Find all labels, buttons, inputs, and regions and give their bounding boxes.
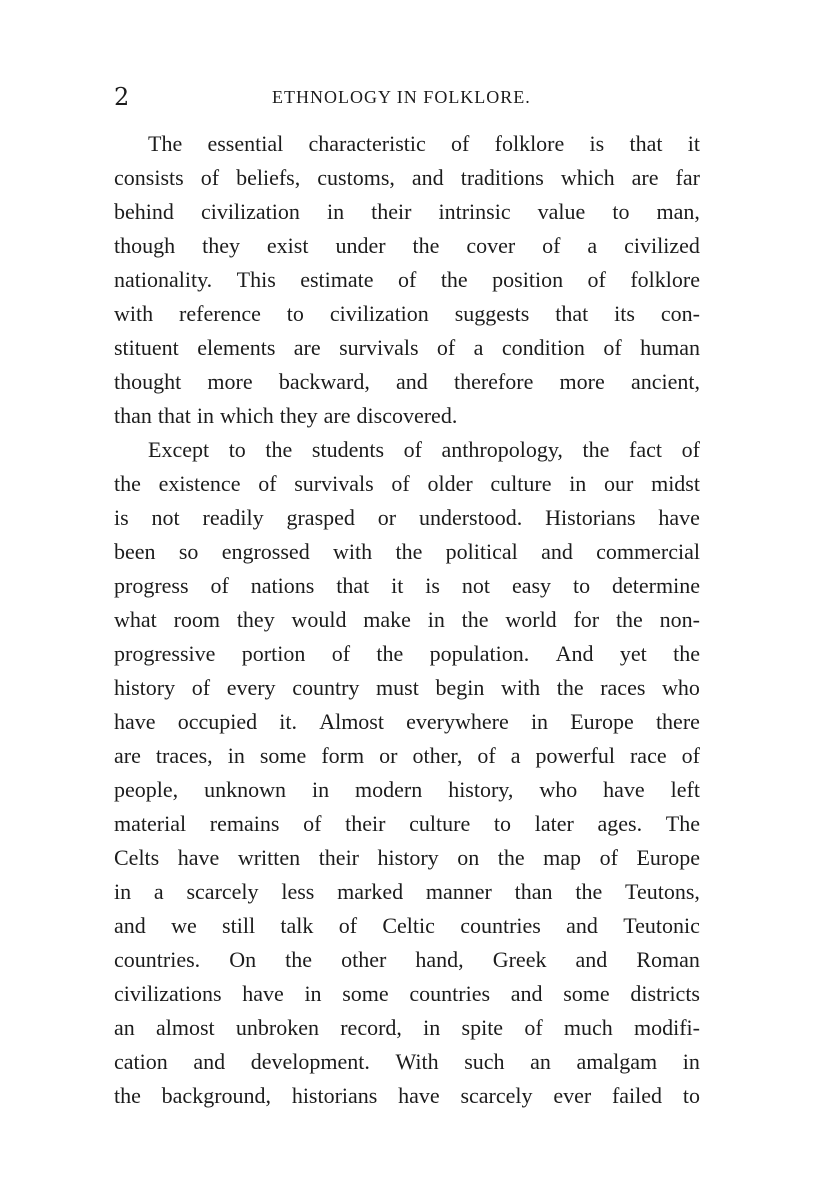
word: other bbox=[341, 947, 387, 972]
word: determine bbox=[612, 573, 700, 598]
word: of bbox=[398, 267, 417, 292]
word: far bbox=[675, 165, 700, 190]
word: much bbox=[563, 1015, 613, 1040]
word: the bbox=[497, 845, 525, 870]
word: traditions bbox=[460, 165, 544, 190]
word: written bbox=[237, 845, 301, 870]
word: population. bbox=[429, 641, 530, 666]
word: survivals bbox=[294, 471, 374, 496]
word: and bbox=[396, 369, 428, 394]
word: everywhere bbox=[406, 709, 509, 734]
word: grasped bbox=[286, 505, 355, 530]
word: And bbox=[555, 641, 594, 666]
word: of bbox=[338, 913, 358, 938]
text-line bbox=[114, 127, 700, 161]
word: Teutonic bbox=[623, 913, 700, 938]
word: the bbox=[114, 471, 141, 496]
text-line bbox=[114, 637, 700, 671]
word: of bbox=[681, 437, 700, 462]
word: talk bbox=[280, 913, 314, 938]
word: countries. bbox=[114, 947, 201, 972]
text-line bbox=[114, 161, 700, 195]
word: than bbox=[114, 403, 152, 428]
word: reference bbox=[179, 301, 261, 326]
word: the bbox=[556, 675, 584, 700]
word: Greek bbox=[492, 947, 547, 972]
text-line bbox=[114, 807, 700, 841]
word: a bbox=[587, 233, 598, 258]
word: failed bbox=[611, 1083, 663, 1108]
word: engrossed bbox=[221, 539, 310, 564]
word: value bbox=[537, 199, 586, 224]
word: existence bbox=[158, 471, 241, 496]
word: have bbox=[114, 709, 156, 734]
word: On bbox=[229, 947, 257, 972]
word: with bbox=[333, 539, 373, 564]
word: would bbox=[291, 607, 347, 632]
word: more bbox=[207, 369, 253, 394]
word: unknown bbox=[204, 777, 286, 802]
word: map bbox=[543, 845, 582, 870]
word: civilization bbox=[329, 301, 429, 326]
word: the bbox=[265, 437, 293, 462]
word: nations bbox=[250, 573, 315, 598]
word: scarcely bbox=[460, 1083, 533, 1108]
word: they bbox=[202, 233, 240, 258]
word: commercial bbox=[596, 539, 700, 564]
word: the bbox=[615, 607, 643, 632]
word: and bbox=[575, 947, 608, 972]
word: countries bbox=[460, 913, 541, 938]
word: survivals bbox=[339, 335, 419, 360]
word: of bbox=[524, 1015, 543, 1040]
word: Except bbox=[148, 437, 210, 462]
word: Celtic bbox=[382, 913, 435, 938]
word: spite bbox=[461, 1015, 504, 1040]
word: and bbox=[566, 913, 598, 938]
word: progress bbox=[114, 573, 189, 598]
word: con- bbox=[660, 301, 700, 326]
word: races bbox=[600, 675, 646, 700]
word: a bbox=[473, 335, 484, 360]
word: our bbox=[604, 471, 634, 496]
word: a bbox=[510, 743, 521, 768]
word: with bbox=[114, 301, 154, 326]
word: history bbox=[114, 675, 176, 700]
word: though bbox=[114, 233, 176, 258]
word: they bbox=[279, 403, 318, 428]
word: understood. bbox=[418, 505, 523, 530]
word: left bbox=[670, 777, 700, 802]
word: portion bbox=[241, 641, 306, 666]
body-text bbox=[114, 127, 700, 1113]
word: behind bbox=[114, 199, 174, 224]
text-line bbox=[114, 229, 700, 263]
word: backward, bbox=[278, 369, 370, 394]
word: some bbox=[563, 981, 610, 1006]
text-line bbox=[114, 331, 700, 365]
text-line bbox=[114, 467, 700, 501]
word: modern bbox=[355, 777, 423, 802]
word: more bbox=[559, 369, 605, 394]
word: scarcely bbox=[186, 879, 259, 904]
word: are bbox=[323, 403, 351, 428]
word: of bbox=[603, 335, 622, 360]
word: in bbox=[227, 743, 245, 768]
word: midst bbox=[651, 471, 700, 496]
word: which bbox=[560, 165, 615, 190]
word: and bbox=[114, 913, 146, 938]
word: an bbox=[530, 1049, 551, 1074]
word: that bbox=[336, 573, 370, 598]
text-line bbox=[114, 535, 700, 569]
word: some bbox=[342, 981, 389, 1006]
word: of bbox=[391, 471, 410, 496]
word: the bbox=[673, 641, 700, 666]
word: that bbox=[629, 131, 663, 156]
word: intrinsic bbox=[438, 199, 511, 224]
text-line bbox=[114, 569, 700, 603]
word: it bbox=[687, 131, 700, 156]
word: easy bbox=[511, 573, 552, 598]
text-line bbox=[114, 399, 700, 433]
word: of bbox=[477, 743, 496, 768]
text-line bbox=[114, 195, 700, 229]
word: still bbox=[222, 913, 256, 938]
text-line bbox=[114, 297, 700, 331]
word: and bbox=[193, 1049, 226, 1074]
word: and bbox=[510, 981, 543, 1006]
word: less bbox=[281, 879, 315, 904]
word: material bbox=[114, 811, 187, 836]
word: development. bbox=[250, 1049, 370, 1074]
word: civilized bbox=[624, 233, 700, 258]
word: Celts bbox=[114, 845, 160, 870]
word: is bbox=[589, 131, 605, 156]
word: almost bbox=[156, 1015, 215, 1040]
word: to bbox=[682, 1083, 700, 1108]
word: remains bbox=[209, 811, 280, 836]
text-line bbox=[114, 1011, 700, 1045]
word: its bbox=[614, 301, 635, 326]
word: an bbox=[114, 1015, 135, 1040]
text-line bbox=[114, 603, 700, 637]
word: Almost bbox=[319, 709, 384, 734]
text-line bbox=[114, 773, 700, 807]
word: or bbox=[377, 505, 397, 530]
word: in bbox=[304, 981, 322, 1006]
text-line bbox=[114, 875, 700, 909]
word: to bbox=[286, 301, 304, 326]
word: of bbox=[436, 335, 456, 360]
word: must bbox=[376, 675, 419, 700]
word: historians bbox=[291, 1083, 378, 1108]
word: exist bbox=[266, 233, 309, 258]
word: or bbox=[379, 743, 398, 768]
word: powerful bbox=[535, 743, 615, 768]
word: condition bbox=[501, 335, 585, 360]
word: history, bbox=[448, 777, 514, 802]
word: characteristic bbox=[308, 131, 426, 156]
word: their bbox=[318, 845, 360, 870]
word: of bbox=[191, 675, 211, 700]
word: that bbox=[555, 301, 589, 326]
word: which bbox=[220, 403, 274, 428]
word: readily bbox=[202, 505, 264, 530]
word: their bbox=[345, 811, 386, 836]
word: are bbox=[114, 743, 141, 768]
word: on bbox=[457, 845, 480, 870]
word: in bbox=[427, 607, 445, 632]
word: form bbox=[321, 743, 365, 768]
word: This bbox=[236, 267, 276, 292]
word: have bbox=[398, 1083, 440, 1108]
word: the bbox=[582, 437, 610, 462]
word: in bbox=[682, 1049, 700, 1074]
word: customs, bbox=[317, 165, 395, 190]
text-line bbox=[114, 1045, 700, 1079]
word: have bbox=[177, 845, 220, 870]
word: later bbox=[534, 811, 574, 836]
word: not bbox=[151, 505, 180, 530]
word: have bbox=[603, 777, 645, 802]
word: the bbox=[412, 233, 440, 258]
word: human bbox=[640, 335, 700, 360]
word: districts bbox=[630, 981, 700, 1006]
word: world bbox=[505, 607, 557, 632]
word: is bbox=[425, 573, 440, 598]
word: the bbox=[114, 1083, 141, 1108]
word: to bbox=[228, 437, 246, 462]
word: it bbox=[391, 573, 404, 598]
word: nationality. bbox=[114, 267, 213, 292]
word: elements bbox=[197, 335, 276, 360]
word: of bbox=[542, 233, 561, 258]
word: not bbox=[461, 573, 491, 598]
text-line bbox=[114, 263, 700, 297]
word: thought bbox=[114, 369, 182, 394]
word: the bbox=[575, 879, 603, 904]
word: of bbox=[403, 437, 422, 462]
text-line bbox=[114, 739, 700, 773]
word: of bbox=[451, 131, 470, 156]
word: older bbox=[427, 471, 473, 496]
word: the bbox=[461, 607, 489, 632]
word: in bbox=[569, 471, 587, 496]
word: race bbox=[629, 743, 667, 768]
word: With bbox=[395, 1049, 439, 1074]
word: than bbox=[514, 879, 553, 904]
word: unbroken bbox=[235, 1015, 319, 1040]
word: essential bbox=[207, 131, 284, 156]
word: have bbox=[242, 981, 284, 1006]
word: is bbox=[114, 505, 129, 530]
word: traces, bbox=[155, 743, 213, 768]
text-line bbox=[114, 671, 700, 705]
word: position bbox=[492, 267, 564, 292]
word: history bbox=[377, 845, 439, 870]
word: hand, bbox=[415, 947, 464, 972]
word: folklore bbox=[494, 131, 565, 156]
word: of bbox=[587, 267, 606, 292]
word: suggests bbox=[454, 301, 530, 326]
word: ages. bbox=[597, 811, 643, 836]
word: fact bbox=[629, 437, 662, 462]
word: countries bbox=[409, 981, 491, 1006]
word: estimate bbox=[300, 267, 374, 292]
word: The bbox=[665, 811, 700, 836]
word: begin bbox=[435, 675, 485, 700]
word: are bbox=[631, 165, 659, 190]
text-line bbox=[114, 943, 700, 977]
word: of bbox=[258, 471, 277, 496]
word: of bbox=[210, 573, 229, 598]
word: under bbox=[335, 233, 386, 258]
text-line bbox=[114, 977, 700, 1011]
word: culture bbox=[409, 811, 471, 836]
word: man, bbox=[656, 199, 700, 224]
word: it. bbox=[279, 709, 298, 734]
word: and bbox=[411, 165, 444, 190]
word: of bbox=[599, 845, 618, 870]
text-line bbox=[114, 433, 700, 467]
word: with bbox=[500, 675, 541, 700]
word: a bbox=[153, 879, 164, 904]
word: are bbox=[293, 335, 321, 360]
word: background, bbox=[161, 1083, 272, 1108]
word: folklore bbox=[630, 267, 700, 292]
word: such bbox=[464, 1049, 505, 1074]
page-number: 2 bbox=[114, 83, 130, 111]
word: consists bbox=[114, 165, 184, 190]
text-line bbox=[114, 1079, 700, 1113]
word: to bbox=[612, 199, 630, 224]
word: there bbox=[655, 709, 700, 734]
word: in bbox=[196, 403, 215, 428]
text-line bbox=[114, 841, 700, 875]
word: every bbox=[226, 675, 276, 700]
word: make bbox=[363, 607, 411, 632]
word: therefore bbox=[453, 369, 534, 394]
word: non- bbox=[659, 607, 700, 632]
word: been bbox=[114, 539, 156, 564]
word: occupied bbox=[177, 709, 258, 734]
word: their bbox=[371, 199, 412, 224]
word: in bbox=[114, 879, 132, 904]
word: ever bbox=[553, 1083, 592, 1108]
word: other, bbox=[412, 743, 463, 768]
word: people, bbox=[114, 777, 179, 802]
text-line bbox=[114, 501, 700, 535]
word: cation bbox=[114, 1049, 168, 1074]
word: they bbox=[236, 607, 275, 632]
word: political bbox=[445, 539, 518, 564]
word: some bbox=[259, 743, 307, 768]
word: Roman bbox=[636, 947, 700, 972]
word: manner bbox=[425, 879, 492, 904]
word: record, bbox=[340, 1015, 402, 1040]
word: of bbox=[331, 641, 351, 666]
word: progressive bbox=[114, 641, 216, 666]
word: to bbox=[572, 573, 591, 598]
word: for bbox=[573, 607, 600, 632]
word: in bbox=[530, 709, 549, 734]
word: ancient, bbox=[630, 369, 700, 394]
word: modifi- bbox=[634, 1015, 700, 1040]
word: culture bbox=[490, 471, 552, 496]
word: the bbox=[376, 641, 404, 666]
text-line bbox=[114, 705, 700, 739]
word: Europe bbox=[636, 845, 700, 870]
word: students bbox=[311, 437, 385, 462]
word: marked bbox=[337, 879, 404, 904]
word: in bbox=[326, 199, 345, 224]
word: who bbox=[539, 777, 578, 802]
text-line bbox=[114, 365, 700, 399]
word: we bbox=[171, 913, 197, 938]
word: the bbox=[285, 947, 313, 972]
word: Europe bbox=[570, 709, 634, 734]
word: in bbox=[423, 1015, 441, 1040]
word: of bbox=[200, 165, 220, 190]
page-header bbox=[114, 82, 700, 112]
word: that bbox=[157, 403, 191, 428]
word: and bbox=[541, 539, 573, 564]
word: stituent bbox=[114, 335, 179, 360]
word: Teutons, bbox=[625, 879, 700, 904]
word: yet bbox=[619, 641, 647, 666]
word: to bbox=[493, 811, 512, 836]
word: the bbox=[440, 267, 468, 292]
word: the bbox=[395, 539, 423, 564]
word: of bbox=[681, 743, 700, 768]
word: room bbox=[173, 607, 221, 632]
running-head: ETHNOLOGY IN FOLKLORE. bbox=[272, 87, 531, 107]
word: of bbox=[303, 811, 322, 836]
word: discovered. bbox=[356, 403, 458, 428]
word: country bbox=[292, 675, 360, 700]
word: in bbox=[311, 777, 330, 802]
word: cover bbox=[466, 233, 516, 258]
word: beliefs, bbox=[236, 165, 301, 190]
word: anthropology, bbox=[441, 437, 563, 462]
word: who bbox=[662, 675, 700, 700]
word: so bbox=[178, 539, 199, 564]
word: The bbox=[148, 131, 183, 156]
word: civilization bbox=[200, 199, 300, 224]
word: what bbox=[114, 607, 157, 632]
word: amalgam bbox=[576, 1049, 658, 1074]
word: Historians bbox=[545, 505, 636, 530]
word: have bbox=[658, 505, 700, 530]
text-line bbox=[114, 909, 700, 943]
word: civilizations bbox=[114, 981, 222, 1006]
